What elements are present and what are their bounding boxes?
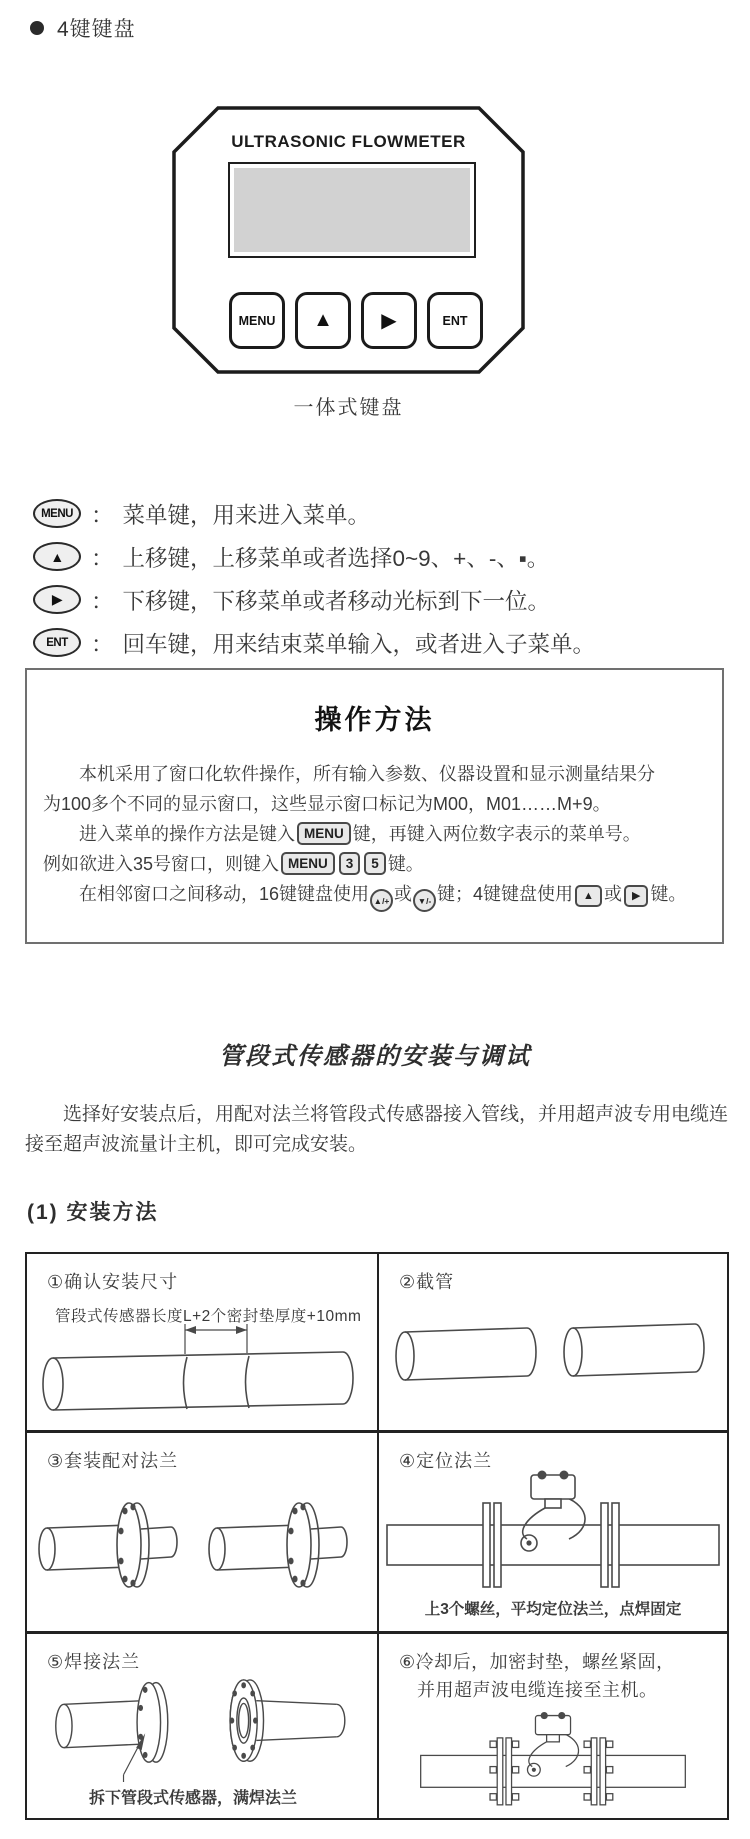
legend-colon: ： xyxy=(91,631,114,657)
right-key-inline: ▶ xyxy=(624,885,648,907)
panel-caption: 一体式键盘 xyxy=(293,397,404,419)
weld-flanges-diagram xyxy=(33,1670,373,1782)
legend-colon: ： xyxy=(91,502,114,528)
step5-label: ⑤焊接法兰 xyxy=(47,1652,141,1672)
right-key: ▶ xyxy=(361,292,417,349)
step4-caption: 上3个螺丝，平均定位法兰，点焊固定 xyxy=(424,1601,682,1618)
legend-row-up xyxy=(33,535,733,578)
up-key-inline: ▲ xyxy=(575,885,602,907)
step1-dimension-note: 管段式传感器长度L+2个密封垫厚度+10mm xyxy=(55,1308,362,1325)
op-text: 在相邻窗口之间移动，16键键盘使用 xyxy=(79,884,370,904)
digit-key-3-inline: 3 xyxy=(339,852,361,875)
bullet-icon xyxy=(30,21,44,35)
step6-label xyxy=(399,1648,717,1704)
legend-row-right xyxy=(33,578,733,621)
op-text: 键。 xyxy=(387,854,424,874)
menu-key-inline: MENU xyxy=(297,822,351,845)
table-cell-step3 xyxy=(27,1433,379,1634)
position-flanges-diagram xyxy=(379,1467,727,1599)
install-method-heading: (1) 安装方法 xyxy=(27,1201,159,1224)
op-text: 进入菜单的操作方法是键入 xyxy=(79,824,295,844)
legend-row-menu xyxy=(33,492,733,535)
operation-method-body xyxy=(43,759,706,912)
op-text: 键。 xyxy=(650,884,687,904)
ent-key-icon: ENT xyxy=(33,628,81,657)
pipe-dimension-diagram xyxy=(35,1312,371,1427)
digit-key-5-inline: 5 xyxy=(364,852,386,875)
install-steps-table xyxy=(25,1252,729,1820)
step2-label: ②截管 xyxy=(399,1272,455,1292)
step6-line1: ⑥冷却后，加密封垫，螺丝紧固， xyxy=(399,1652,675,1672)
section-bullet-header xyxy=(30,13,136,43)
legend-desc: 菜单键，用来进入菜单。 xyxy=(122,502,371,528)
table-cell-step4 xyxy=(379,1433,727,1634)
legend-colon: ： xyxy=(91,588,114,614)
up-plus-key-inline: ▲/+ xyxy=(370,889,393,912)
flowmeter-panel-figure xyxy=(172,106,525,374)
up-key-icon: ▲ xyxy=(33,542,81,571)
table-cell-step1 xyxy=(27,1254,379,1433)
step1-label: ①确认安装尺寸 xyxy=(47,1272,179,1292)
legend-desc: 回车键，用来结束菜单输入，或者进入子菜单。 xyxy=(122,631,596,657)
legend-desc: 上移键，上移菜单或者选择0~9、+、-、▪。 xyxy=(122,545,550,571)
op-text: 键；4键键盘使用 xyxy=(437,884,574,904)
lcd-display xyxy=(228,162,476,258)
op-paragraph-line xyxy=(43,879,706,912)
step3-label: ③套装配对法兰 xyxy=(47,1451,179,1471)
section-heading: 管段式传感器的安装与调试 xyxy=(219,1043,531,1070)
section-title: 4键键盘 xyxy=(57,18,136,41)
table-cell-step2 xyxy=(379,1254,727,1433)
final-assembly-diagram xyxy=(379,1706,727,1816)
menu-key-inline: MENU xyxy=(281,852,335,875)
operation-method-title: 操作方法 xyxy=(314,705,435,735)
op-text: 例如欲进入35号窗口，则键入 xyxy=(43,854,280,874)
panel-title: ULTRASONIC FLOWMETER xyxy=(231,132,466,151)
operation-method-box xyxy=(25,668,724,944)
step4-label: ④定位法兰 xyxy=(399,1451,493,1471)
op-text: 或 xyxy=(603,884,622,904)
up-key: ▲ xyxy=(295,292,351,349)
table-cell-step5 xyxy=(27,1634,379,1818)
legend-desc: 下移键，下移菜单或者移动光标到下一位。 xyxy=(122,588,551,614)
fit-flanges-diagram xyxy=(33,1477,373,1617)
menu-key-icon: MENU xyxy=(33,499,81,528)
down-minus-key-inline: ▼/- xyxy=(413,889,436,912)
lcd-screen xyxy=(234,168,470,252)
intro-paragraph: 选择好安装点后，用配对法兰将管段式传感器接入管线，并用超声波专用电缆连接至超声波流量计主机，即可完成安装。 xyxy=(25,1104,729,1155)
key-legend xyxy=(33,492,733,664)
op-paragraph-line: 本机采用了窗口化软件操作，所有输入参数、仪器设置和显示测量结果分 xyxy=(79,764,655,784)
op-paragraph-line: 为100多个不同的显示窗口，这些显示窗口标记为M00，M01……M+9。 xyxy=(43,794,611,814)
op-text: 或 xyxy=(394,884,413,904)
menu-key: MENU xyxy=(229,292,285,349)
legend-row-ent xyxy=(33,621,733,664)
cut-pipes-diagram xyxy=(389,1294,717,1414)
right-key-icon: ▶ xyxy=(33,585,81,614)
op-paragraph-line xyxy=(43,819,706,849)
legend-colon: ： xyxy=(91,545,114,571)
step6-line2: 并用超声波电缆连接至主机。 xyxy=(417,1680,658,1700)
ent-key: ENT xyxy=(427,292,483,349)
step5-caption: 拆下管段式传感器，满焊法兰 xyxy=(89,1790,298,1807)
table-cell-step6 xyxy=(379,1634,727,1818)
op-paragraph-line xyxy=(43,849,706,879)
keypad xyxy=(229,292,483,349)
op-text: 键，再键入两位数字表示的菜单号。 xyxy=(352,824,641,844)
